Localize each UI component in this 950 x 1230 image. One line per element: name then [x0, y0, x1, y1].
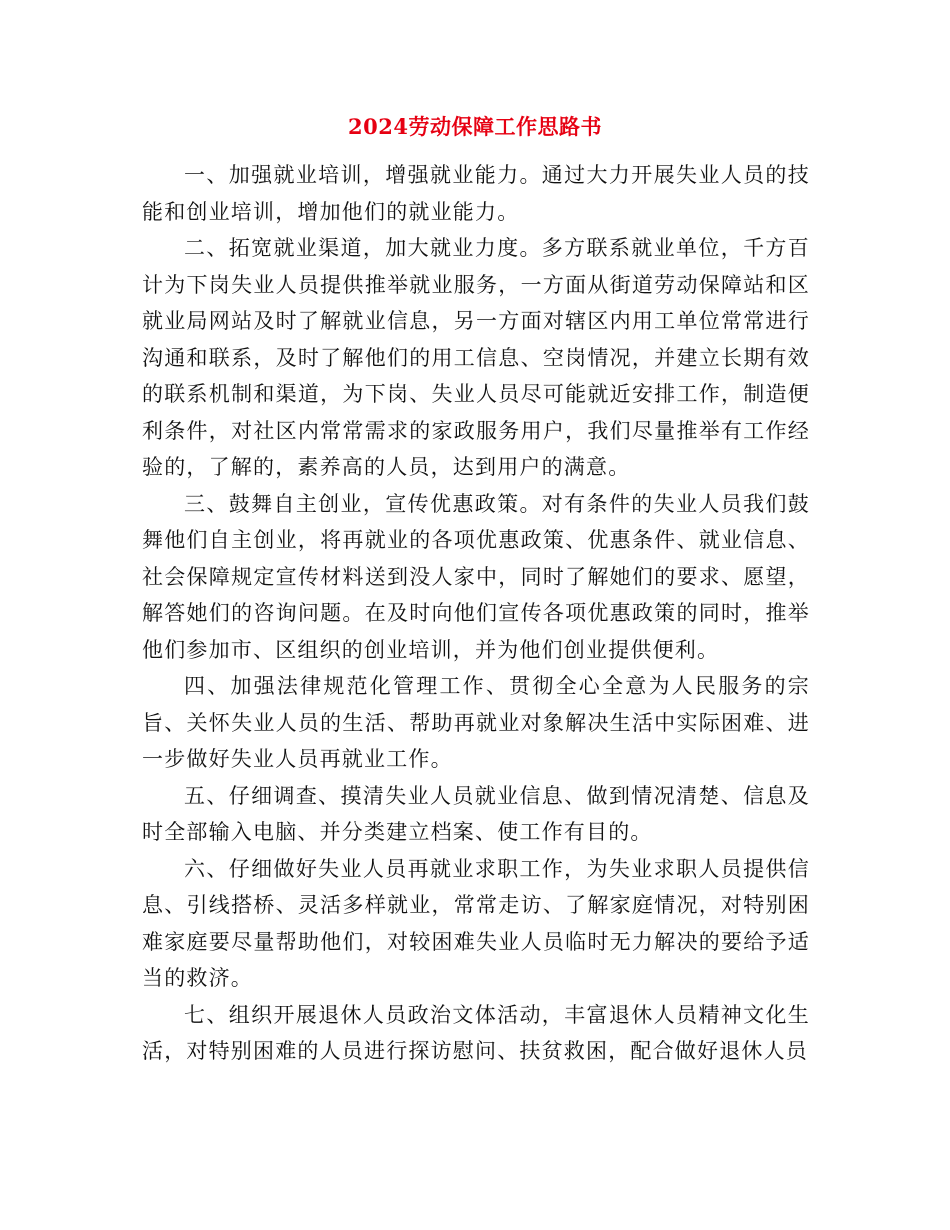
document-title: 2024劳动保障工作思路书 — [348, 114, 602, 139]
paragraph-7: 七、组织开展退休人员政治文体活动，丰富退休人员精神文化生活，对特别困难的人员进行探访慰问、扶贫救困，配合做好退休人员 — [142, 1002, 810, 1063]
paragraph-4: 四、加强法律规范化管理工作、贯彻全心全意为人民服务的宗旨、关怀失业人员的生活、帮助再就业对象解决生活中实际困难、进一步做好失业人员再就业工作。 — [142, 674, 810, 771]
document-body — [142, 157, 810, 1070]
paragraph-1: 一、加强就业培训，增强就业能力。通过大力开展失业人员的技能和创业培训，增加他们的就业能力。 — [142, 163, 810, 224]
paragraph-6: 六、仔细做好失业人员再就业求职工作，为失业求职人员提供信息、引线搭桥、灵活多样就业，常常走访、了解家庭情况，对特别困难家庭要尽量帮助他们，对较困难失业人员临时无力解决的要给予适当的救济。 — [142, 856, 810, 990]
paragraph-3: 三、鼓舞自主创业，宣传优惠政策。对有条件的失业人员我们鼓舞他们自主创业，将再就业的各项优惠政策、优惠条件、就业信息、社会保障规定宣传材料送到没人家中，同时了解她们的要求、愿望，解答她们的咨询问题。在及时向他们宣传各项优惠政策的同时，推举他们参加市、区组织的创业培训，并为他们创业提供便利。 — [142, 491, 810, 662]
paragraph-5: 五、仔细调查、摸清失业人员就业信息、做到情况清楚、信息及时全部输入电脑、并分类建立档案、使工作有目的。 — [142, 783, 810, 844]
paragraph-2: 二、拓宽就业渠道，加大就业力度。多方联系就业单位，千方百计为下岗失业人员提供推举就业服务，一方面从街道劳动保障站和区就业局网站及时了解就业信息，另一方面对辖区内用工单位常常进行沟通和联系，及时了解他们的用工信息、空岗情况，并建立长期有效的联系机制和渠道，为下岗、失业人员尽可能就近安排工作，制造便利条件，对社区内常常需求的家政服务用户，我们尽量推举有工作经验的，了解的，素养高的人员，达到用户的满意。 — [142, 236, 810, 479]
